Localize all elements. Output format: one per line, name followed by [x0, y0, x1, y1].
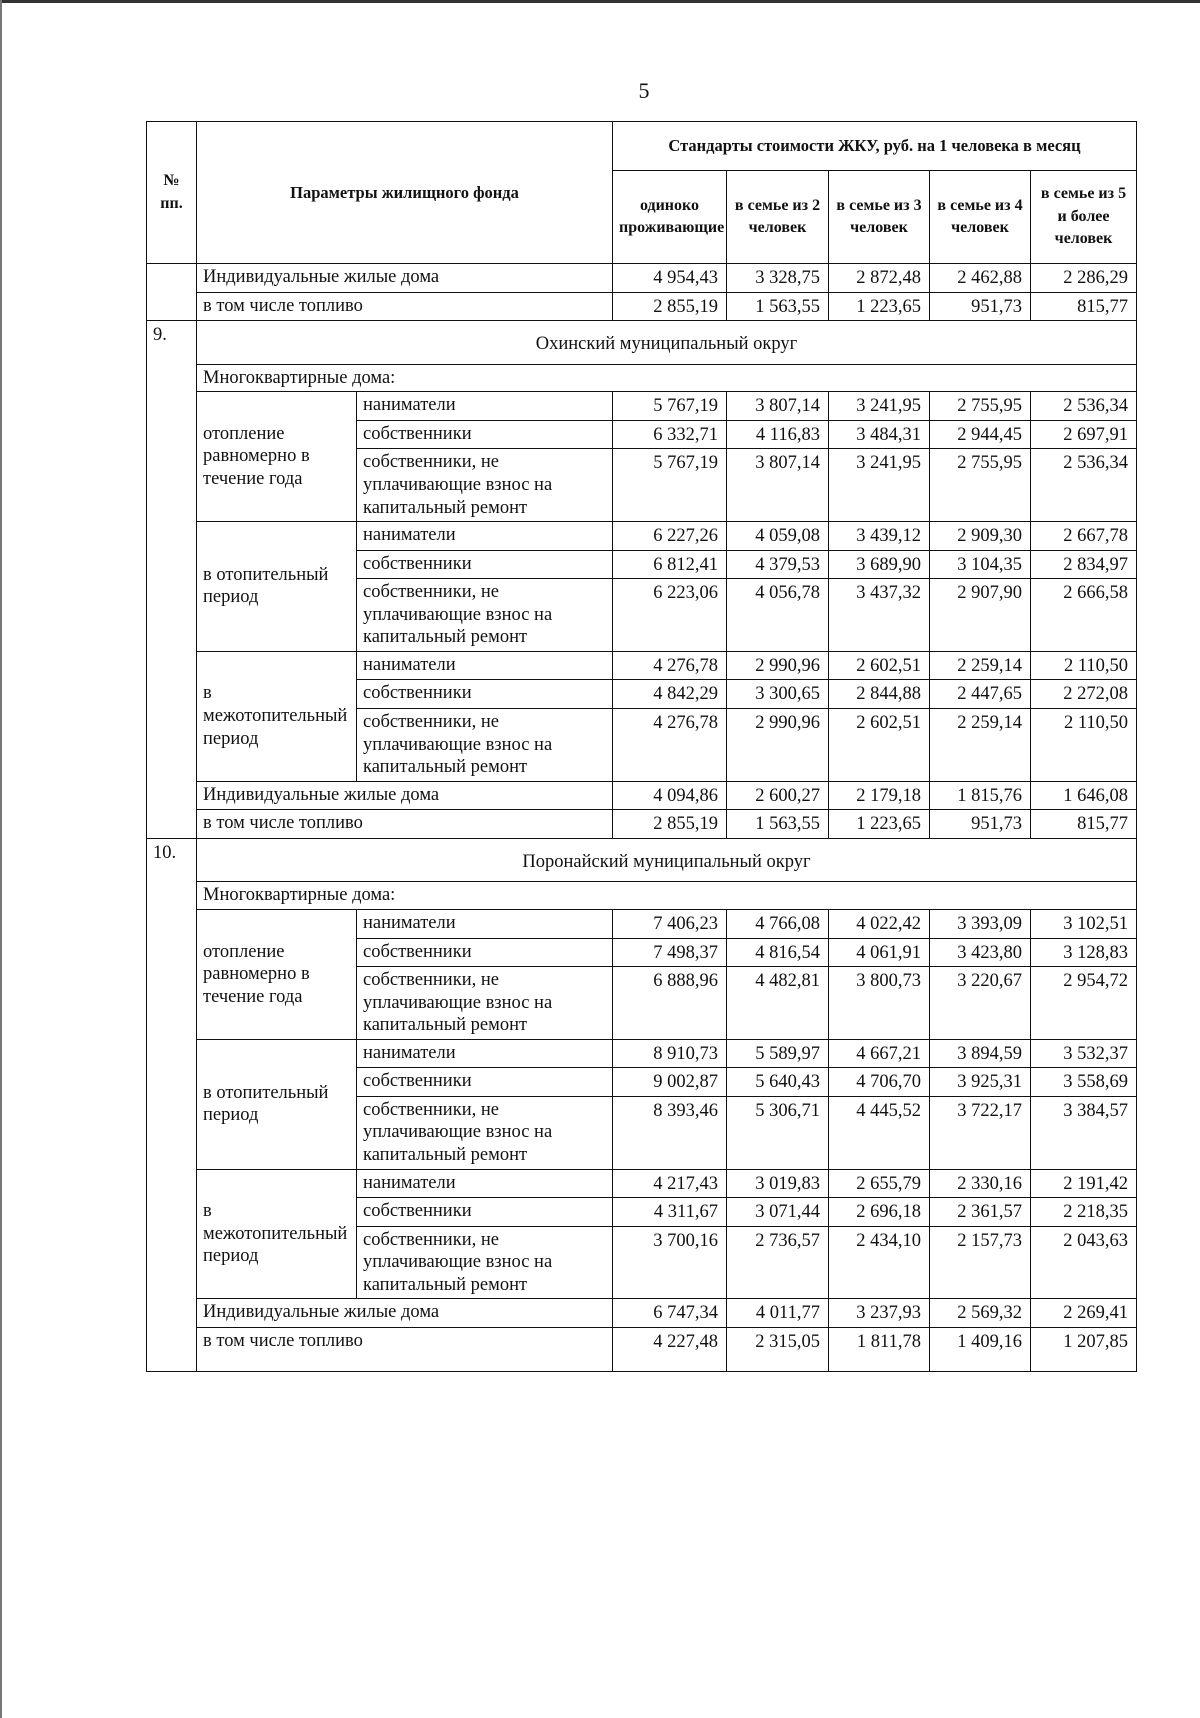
- section-row: [147, 321, 1137, 365]
- cell-value: 815,77: [1031, 292, 1137, 321]
- row-label: Индивидуальные жилые дома: [197, 264, 613, 293]
- cell-value: 4 227,48: [613, 1327, 727, 1372]
- cell-value: 4 022,42: [829, 909, 930, 938]
- cell-value: 6 888,96: [613, 967, 727, 1040]
- row-label: наниматели: [357, 651, 613, 680]
- cell-value: 3 423,80: [930, 938, 1031, 967]
- cell-value: 7 406,23: [613, 909, 727, 938]
- cell-value: 2 191,42: [1031, 1169, 1137, 1198]
- cell-value: 2 990,96: [727, 709, 829, 782]
- cell-value: 2 269,41: [1031, 1299, 1137, 1328]
- cell-value: 3 532,37: [1031, 1039, 1137, 1068]
- cell-value: 2 259,14: [930, 651, 1031, 680]
- row-label: наниматели: [357, 522, 613, 551]
- group-label: отопление равномерно в течение года: [197, 909, 357, 1039]
- table-row: [147, 781, 1137, 810]
- group-label: в отопительный период: [197, 1039, 357, 1169]
- cell-value: 2 655,79: [829, 1169, 930, 1198]
- cell-value: 3 019,83: [727, 1169, 829, 1198]
- cell-value: 2 990,96: [727, 651, 829, 680]
- row-number: [147, 292, 197, 321]
- cell-value: 6 227,26: [613, 522, 727, 551]
- row-label: собственники: [357, 1198, 613, 1227]
- cell-value: 9 002,87: [613, 1068, 727, 1097]
- scan-left-edge: [0, 0, 2, 1718]
- cell-value: 1 409,16: [930, 1327, 1031, 1372]
- table-row: [147, 392, 1137, 421]
- cell-value: 8 393,46: [613, 1096, 727, 1169]
- cell-value: 4 094,86: [613, 781, 727, 810]
- row-label: собственники, не уплачивающие взнос на капитальный ремонт: [357, 709, 613, 782]
- cell-value: 2 043,63: [1031, 1226, 1137, 1299]
- cell-value: 1 815,76: [930, 781, 1031, 810]
- row-label: собственники: [357, 1068, 613, 1097]
- row-label: наниматели: [357, 1039, 613, 1068]
- cell-value: 1 646,08: [1031, 781, 1137, 810]
- cell-value: 2 844,88: [829, 680, 930, 709]
- cell-value: 2 536,34: [1031, 392, 1137, 421]
- cell-value: 2 855,19: [613, 292, 727, 321]
- cell-value: 3 300,65: [727, 680, 829, 709]
- cell-value: 1 207,85: [1031, 1327, 1137, 1372]
- cell-value: 2 834,97: [1031, 550, 1137, 579]
- cell-value: 3 800,73: [829, 967, 930, 1040]
- cell-value: 5 589,97: [727, 1039, 829, 1068]
- cell-value: 6 332,71: [613, 420, 727, 449]
- cell-value: 5 306,71: [727, 1096, 829, 1169]
- cell-value: 4 116,83: [727, 420, 829, 449]
- cell-value: 3 071,44: [727, 1198, 829, 1227]
- group-label: отопление равномерно в течение года: [197, 392, 357, 522]
- cell-value: 3 102,51: [1031, 909, 1137, 938]
- cell-value: 2 944,45: [930, 420, 1031, 449]
- cell-value: 815,77: [1031, 810, 1137, 839]
- row-label: наниматели: [357, 392, 613, 421]
- row-label: в том числе топливо: [197, 1327, 613, 1372]
- header-standards: Стандарты стоимости ЖКУ, руб. на 1 человека в месяц: [613, 122, 1137, 171]
- cell-value: 3 439,12: [829, 522, 930, 551]
- table-row: [147, 1169, 1137, 1198]
- cell-value: 4 445,52: [829, 1096, 930, 1169]
- row-label: Индивидуальные жилые дома: [197, 781, 613, 810]
- row-label: Индивидуальные жилые дома: [197, 1299, 613, 1328]
- cell-value: 4 706,70: [829, 1068, 930, 1097]
- row-label: собственники, не уплачивающие взнос на капитальный ремонт: [357, 1226, 613, 1299]
- row-label: в том числе топливо: [197, 810, 613, 839]
- row-label: собственники: [357, 680, 613, 709]
- cell-value: 951,73: [930, 810, 1031, 839]
- header-no: № пп.: [147, 122, 197, 264]
- cell-value: 4 276,78: [613, 709, 727, 782]
- cell-value: 3 700,16: [613, 1226, 727, 1299]
- cell-value: 2 434,10: [829, 1226, 930, 1299]
- cell-value: 4 379,53: [727, 550, 829, 579]
- cell-value: 2 755,95: [930, 392, 1031, 421]
- cell-value: 2 462,88: [930, 264, 1031, 293]
- row-label: собственники: [357, 420, 613, 449]
- cell-value: 4 816,54: [727, 938, 829, 967]
- group-label: в отопительный период: [197, 522, 357, 652]
- table-row: [147, 522, 1137, 551]
- cell-value: 2 536,34: [1031, 449, 1137, 522]
- cell-value: 3 328,75: [727, 264, 829, 293]
- cell-value: 7 498,37: [613, 938, 727, 967]
- cell-value: 3 241,95: [829, 392, 930, 421]
- row-label: Многоквартирные дома:: [197, 364, 1137, 392]
- page-number: 5: [638, 78, 650, 103]
- header-col-5: в семье из 5 и более человек: [1031, 171, 1137, 264]
- cell-value: 2 218,35: [1031, 1198, 1137, 1227]
- header-col-3: в семье из 3 человек: [829, 171, 930, 264]
- row-label: наниматели: [357, 1169, 613, 1198]
- cell-value: 3 807,14: [727, 449, 829, 522]
- table-row: [147, 810, 1137, 839]
- cell-value: 1 563,55: [727, 292, 829, 321]
- table-row: [147, 651, 1137, 680]
- cell-value: 4 667,21: [829, 1039, 930, 1068]
- cell-value: 5 640,43: [727, 1068, 829, 1097]
- cell-value: 4 217,43: [613, 1169, 727, 1198]
- row-label: собственники, не уплачивающие взнос на капитальный ремонт: [357, 1096, 613, 1169]
- cell-value: 3 128,83: [1031, 938, 1137, 967]
- row-label: собственники, не уплачивающие взнос на капитальный ремонт: [357, 967, 613, 1040]
- cell-value: 8 910,73: [613, 1039, 727, 1068]
- cell-value: 2 110,50: [1031, 709, 1137, 782]
- cell-value: 4 056,78: [727, 579, 829, 652]
- cell-value: 2 447,65: [930, 680, 1031, 709]
- row-label: в том числе топливо: [197, 292, 613, 321]
- cell-value: 3 558,69: [1031, 1068, 1137, 1097]
- cell-value: 3 925,31: [930, 1068, 1031, 1097]
- table-row: [147, 292, 1137, 321]
- cell-value: 3 384,57: [1031, 1096, 1137, 1169]
- cell-value: 3 220,67: [930, 967, 1031, 1040]
- cell-value: 4 842,29: [613, 680, 727, 709]
- cell-value: 2 272,08: [1031, 680, 1137, 709]
- cell-value: 2 569,32: [930, 1299, 1031, 1328]
- cell-value: 6 747,34: [613, 1299, 727, 1328]
- cell-value: 4 276,78: [613, 651, 727, 680]
- row-label: собственники, не уплачивающие взнос на капитальный ремонт: [357, 579, 613, 652]
- cell-value: 4 482,81: [727, 967, 829, 1040]
- table-row: [147, 1299, 1137, 1328]
- cell-value: 4 766,08: [727, 909, 829, 938]
- cost-standards-table: [146, 121, 1137, 1372]
- cell-value: 3 237,93: [829, 1299, 930, 1328]
- cell-value: 2 954,72: [1031, 967, 1137, 1040]
- cell-value: 6 223,06: [613, 579, 727, 652]
- section-title: Охинский муниципальный округ: [197, 321, 1137, 365]
- table-row: [147, 909, 1137, 938]
- table-row: [147, 364, 1137, 392]
- cell-value: 3 807,14: [727, 392, 829, 421]
- cell-value: 5 767,19: [613, 449, 727, 522]
- section-number: 9.: [147, 321, 197, 365]
- cell-value: 2 315,05: [727, 1327, 829, 1372]
- cell-value: 2 179,18: [829, 781, 930, 810]
- row-label: собственники: [357, 550, 613, 579]
- cell-value: 2 755,95: [930, 449, 1031, 522]
- row-label: Многоквартирные дома:: [197, 882, 1137, 910]
- header-col-1: одиноко проживающие: [613, 171, 727, 264]
- cell-value: 2 157,73: [930, 1226, 1031, 1299]
- cell-value: 2 286,29: [1031, 264, 1137, 293]
- cell-value: 2 667,78: [1031, 522, 1137, 551]
- section-number: 10.: [147, 838, 197, 882]
- cell-value: 2 361,57: [930, 1198, 1031, 1227]
- cell-value: 3 689,90: [829, 550, 930, 579]
- row-label: собственники, не уплачивающие взнос на капитальный ремонт: [357, 449, 613, 522]
- cell-value: 3 104,35: [930, 550, 1031, 579]
- table-row: [147, 264, 1137, 293]
- header-row-1: [147, 122, 1137, 171]
- cell-value: 2 736,57: [727, 1226, 829, 1299]
- scan-top-edge: [0, 0, 1200, 3]
- cell-value: 1 223,65: [829, 810, 930, 839]
- cell-value: 3 722,17: [930, 1096, 1031, 1169]
- cell-value: 4 059,08: [727, 522, 829, 551]
- cell-value: 1 811,78: [829, 1327, 930, 1372]
- section-title: Поронайский муниципальный округ: [197, 838, 1137, 882]
- table-row: [147, 1039, 1137, 1068]
- cell-value: 2 697,91: [1031, 420, 1137, 449]
- cell-value: 2 600,27: [727, 781, 829, 810]
- cell-value: 951,73: [930, 292, 1031, 321]
- header-params: Параметры жилищного фонда: [197, 122, 613, 264]
- cell-value: 1 563,55: [727, 810, 829, 839]
- row-label: наниматели: [357, 909, 613, 938]
- cell-value: 1 223,65: [829, 292, 930, 321]
- cell-value: 3 241,95: [829, 449, 930, 522]
- cell-value: 3 437,32: [829, 579, 930, 652]
- cell-value: 4 011,77: [727, 1299, 829, 1328]
- cell-value: 3 484,31: [829, 420, 930, 449]
- cell-value: 2 259,14: [930, 709, 1031, 782]
- cell-value: 2 696,18: [829, 1198, 930, 1227]
- cell-value: 4 061,91: [829, 938, 930, 967]
- group-label: в межотопительный период: [197, 1169, 357, 1299]
- row-label: собственники: [357, 938, 613, 967]
- cell-value: 3 894,59: [930, 1039, 1031, 1068]
- header-col-2: в семье из 2 человек: [727, 171, 829, 264]
- cell-value: 2 666,58: [1031, 579, 1137, 652]
- group-label: в межотопительный период: [197, 651, 357, 781]
- cell-value: 6 812,41: [613, 550, 727, 579]
- cell-value: 4 954,43: [613, 264, 727, 293]
- cell-value: 5 767,19: [613, 392, 727, 421]
- cell-value: 2 855,19: [613, 810, 727, 839]
- table-row: [147, 882, 1137, 910]
- cell-value: 2 909,30: [930, 522, 1031, 551]
- cell-value: 2 907,90: [930, 579, 1031, 652]
- cell-value: 2 330,16: [930, 1169, 1031, 1198]
- header-col-4: в семье из 4 человек: [930, 171, 1031, 264]
- cell-value: 4 311,67: [613, 1198, 727, 1227]
- cell-value: 2 602,51: [829, 651, 930, 680]
- cell-value: 3 393,09: [930, 909, 1031, 938]
- table-row: [147, 1327, 1137, 1372]
- cell-value: 2 110,50: [1031, 651, 1137, 680]
- section-row: [147, 838, 1137, 882]
- row-number: [147, 264, 197, 293]
- cell-value: 2 872,48: [829, 264, 930, 293]
- cell-value: 2 602,51: [829, 709, 930, 782]
